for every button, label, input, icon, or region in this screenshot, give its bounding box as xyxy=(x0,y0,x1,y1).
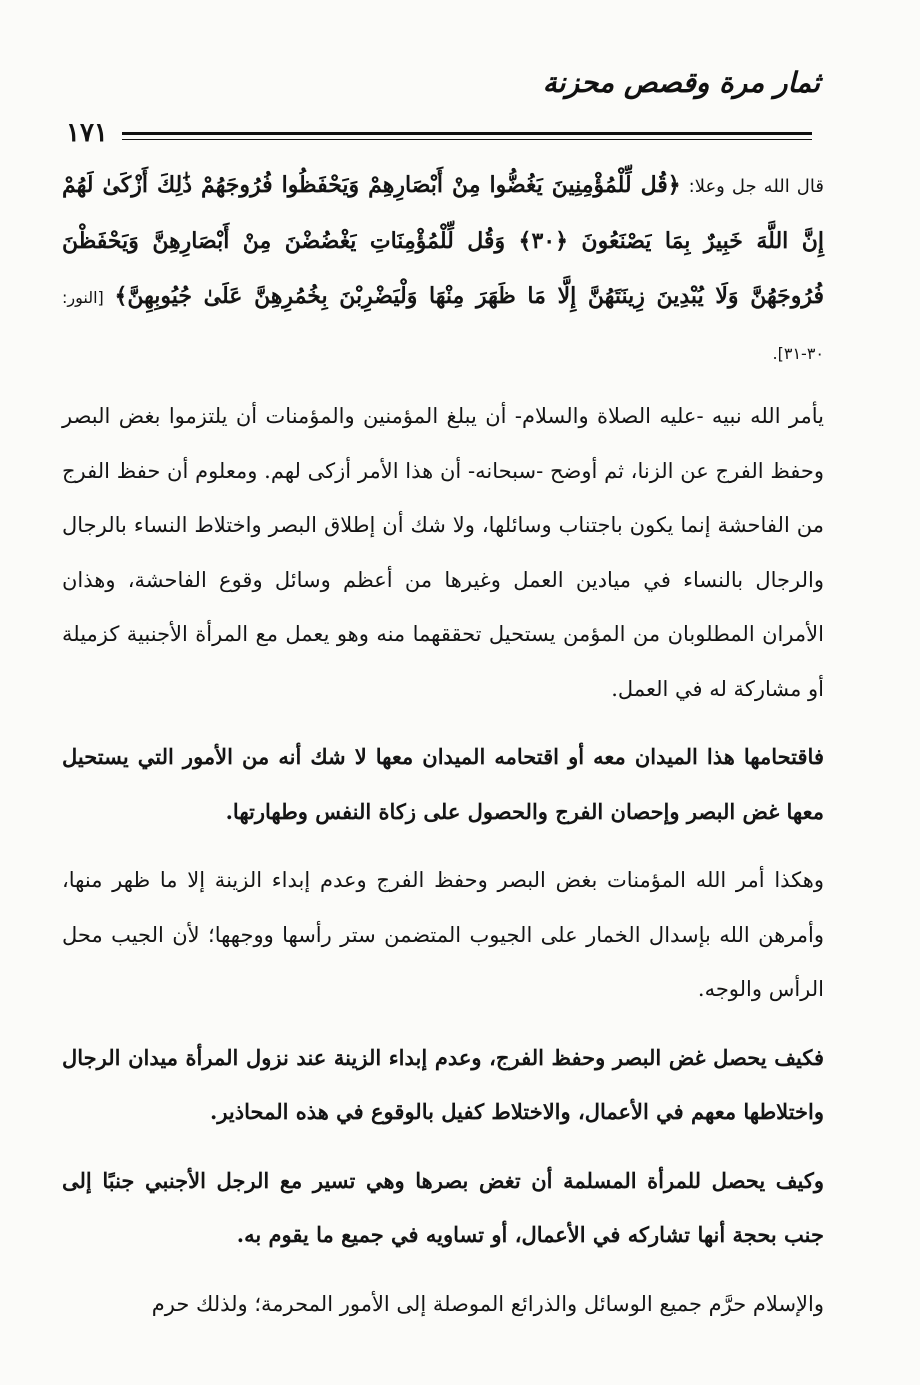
page-body xyxy=(62,158,824,1345)
body-paragraph: والإسلام حرَّم جميع الوسائل والذرائع الموصلة إلى الأمور المحرمة؛ ولذلك حرم xyxy=(151,1291,824,1316)
quran-verse: ﴿قُل لِّلْمُؤْمِنِينَ يَغُضُّوا مِنْ أَبْصَارِهِمْ وَيَحْفَظُوا فُرُوجَهُمْ ذَٰلِكَ أَزْكَىٰ لَهُمْ إِنَّ اللَّهَ خَبِيرٌ بِمَا يَصْنَعُونَ ﴿٣٠﴾ وَقُل لِّلْمُؤْمِنَاتِ يَغْضُضْنَ مِنْ أَبْصَارِهِنَّ وَيَحْفَظْنَ فُرُوجَهُنَّ وَلَا يُبْدِينَ زِينَتَهُنَّ إِلَّا مَا ظَهَرَ مِنْهَا وَلْيَضْرِبْنَ بِخُمُرِهِنَّ عَلَىٰ جُيُوبِهِنَّ﴾ xyxy=(62,172,824,309)
body-paragraph: وهكذا أمر الله المؤمنات بغض البصر وحفظ الفرج وعدم إبداء الزينة إلا ما ظهر منها، وأمرهن الله بإسدال الخمار على الجيوب المتضمن ستر رأسها ووجهها؛ لأن الجيب محل الرأس والوجه. xyxy=(62,868,824,1001)
header-rule-thin xyxy=(122,139,812,140)
body-paragraph-bold: فاقتحامها هذا الميدان معه أو اقتحامه الميدان معها لا شك أنه من الأمور التي يستحيل معها غض البصر وإحصان الفرج والحصول على زكاة النفس وطهارتها. xyxy=(62,744,824,824)
header-rule xyxy=(122,132,812,135)
page-number: ١٧١ xyxy=(66,118,108,148)
quote-intro: قال الله جل وعلا: xyxy=(688,176,824,197)
body-paragraph: يأمر الله نبيه -عليه الصلاة والسلام- أن يبلغ المؤمنين والمؤمنات أن يلتزموا بغض البصر وحفظ الفرج عن الزنا، ثم أوضح -سبحانه- أن هذا الأمر أزكى لهم. ومعلوم أن حفظ الفرج من الفاحشة إنما يكون باجتناب وسائلها، ولا شك أن إطلاق البصر واختلاط النساء بالرجال والرجال بالنساء في ميادين العمل وغيرها من أعظم وسائل وقوع الفاحشة، وهذان الأمران المطلوبان من المؤمن يستحيل تحققهما منه وهو يعمل مع المرأة الأجنبية كزميلة أو مشاركة له في العمل. xyxy=(62,404,824,701)
running-header-title: ثمار مرة وقصص محزنة xyxy=(542,66,820,99)
quran-quote xyxy=(62,158,824,381)
verse-citation: [النور: ٣٠-٣١]. xyxy=(62,288,824,363)
body-paragraph-bold: وكيف يحصل للمرأة المسلمة أن تغض بصرها وهي تسير مع الرجل الأجنبي جنبًا إلى جنب بحجة أنها تشاركه في الأعمال، أو تساويه في جميع ما يقوم به. xyxy=(62,1167,824,1247)
body-paragraph-bold: فكيف يحصل غض البصر وحفظ الفرج، وعدم إبداء الزينة عند نزول المرأة ميدان الرجال واختلاطها معهم في الأعمال، والاختلاط كفيل بالوقوع في هذه المحاذير. xyxy=(62,1044,824,1124)
